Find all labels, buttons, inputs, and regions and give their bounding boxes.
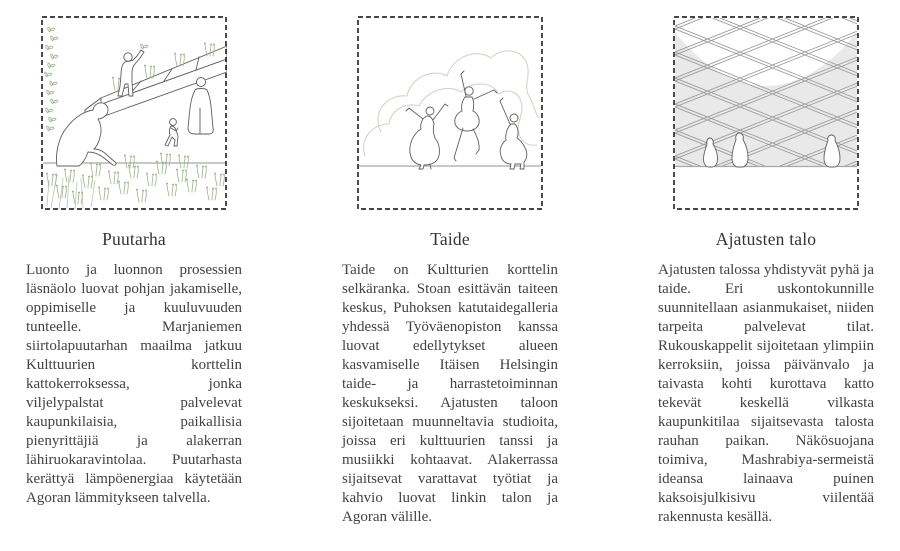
garden-illustration xyxy=(41,16,227,210)
section-title: Puutarha xyxy=(102,229,166,249)
dancers-illustration-frame xyxy=(357,16,543,210)
dancer-right-figure xyxy=(500,98,527,169)
section-paragraph: Taide on Kultturien korttelin selkäranka. Stoan esittävän taiteen keskus, Puhoksen katutaidegalleria yhdessä Työväenopiston kanssa luovat edellytykset alueen kasvamiselle Itäisen Helsingin taide- ja harrastetoiminnan keskukseksi. Ajatusten taloon sijoitetaan muunneltavia studioita, joissa eri kulttuurien tanssi ja musiikki kohtaavat. Alakerrassa sijaitsevat varattavat työtiat ja kahvio luovat linkin talon ja Agoran välille. xyxy=(342,262,558,525)
dashed-frame xyxy=(358,17,542,209)
garden-illustration-frame xyxy=(41,16,227,210)
vine xyxy=(45,27,58,131)
lattice-illustration-frame xyxy=(673,16,859,210)
section-ajatusten-talo xyxy=(658,16,874,527)
dancers-illustration xyxy=(357,16,543,210)
mashrabiya-wall xyxy=(673,16,859,210)
robed-figure xyxy=(188,78,213,135)
section-paragraph: Ajatusten talossa yhdistyvät pyhä ja taide. Eri uskontokunnille suunnitellaan asianmukaiset, niiden tarpeita palvelevat tilat. Rukouskappelit sijoitetaan ylimpiin kerroksiin, joissa päivänvalo ja taivasta kohti kurottava katto tekevät keskellä vilkasta kaupunkitilaa sijaitsevasta talosta rauhan paikan. Näkösuojana toimiva, Mashrabiya-sermeistä ideansa lainaava puinen kaksoisjulkisivu viilentää rakennusta kesällä. xyxy=(658,262,874,525)
walking-child-figure xyxy=(165,119,178,146)
section-puutarha xyxy=(26,16,242,527)
section-paragraph: Luonto ja luonnon prosessien läsnäolo luovat pohjan jakamiselle, oppimiselle ja kuuluvuuden tunteelle. Marjaniemen siirtolapuutarhan maailma jatkuu Kulttuurien korttelin kattokerroksessa, jonka viljelypalstat palvelevat kaupunkilaisia, paikallisia pienyrittäjiä ja alakerran lähiruokaravintolaa. Puutarhasta kerättyä lämpöenergiaa käytetään Agoran lämmitykseen talvella. xyxy=(26,262,242,506)
lattice-illustration xyxy=(673,16,859,210)
section-title: Ajatusten talo xyxy=(715,229,817,249)
crouching-figure xyxy=(56,103,116,166)
dancer-left-figure xyxy=(406,104,448,169)
section-taide xyxy=(342,16,558,527)
section-title: Taide xyxy=(430,229,470,249)
